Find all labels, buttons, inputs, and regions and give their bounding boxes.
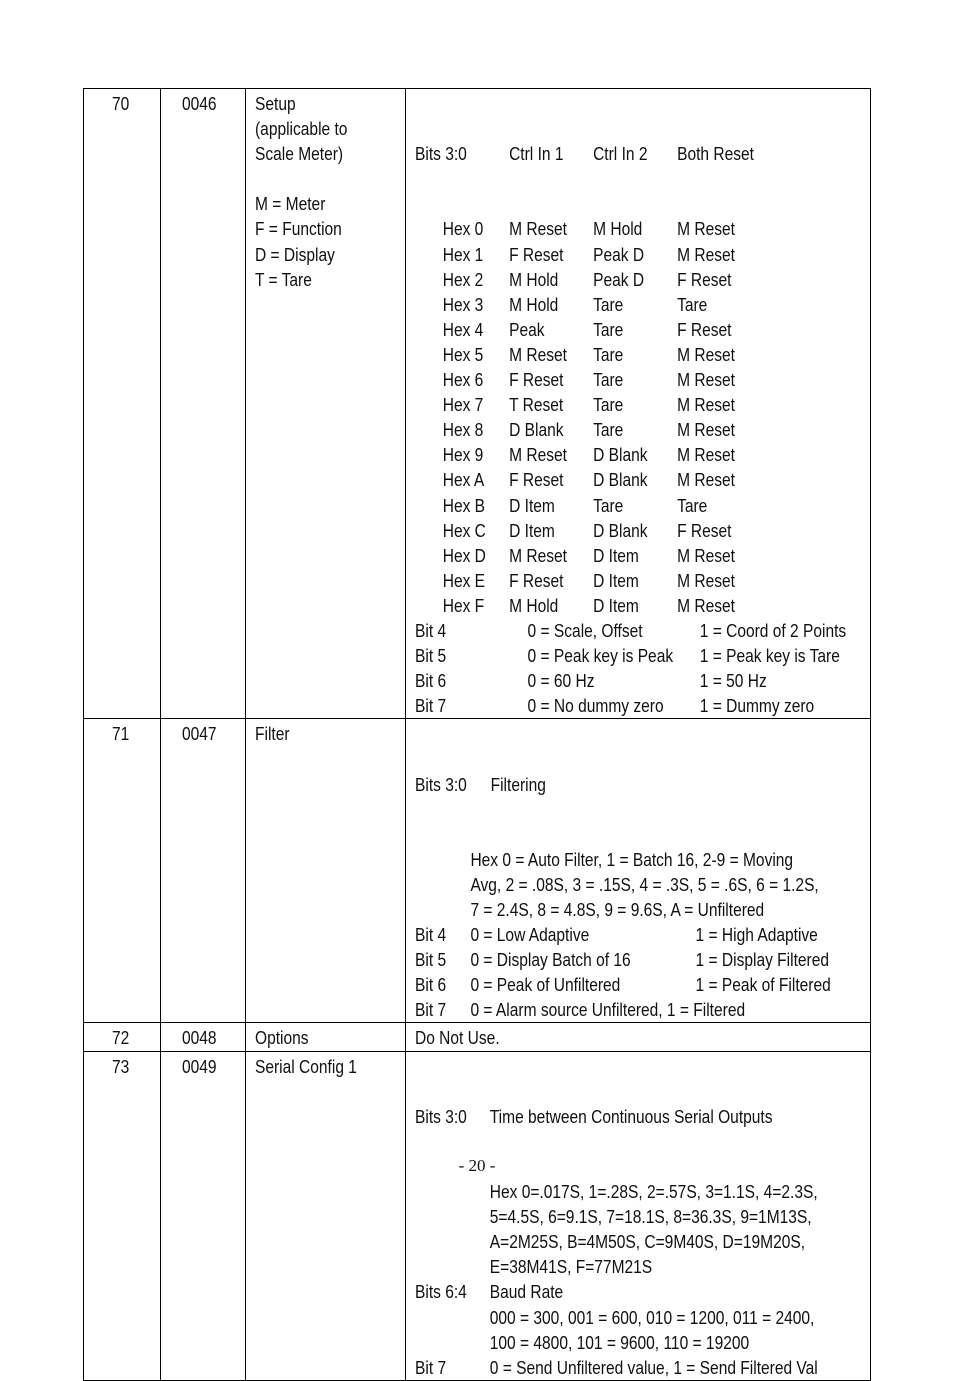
serial-config-description xyxy=(415,1054,818,1380)
hex-code: Hex 4 xyxy=(442,318,484,340)
ctrl-in-2-value: Tare xyxy=(593,369,624,391)
ctrl-in-1-value: M Hold xyxy=(509,293,559,315)
bit-key: Bit 5 xyxy=(415,949,447,971)
filter-bit-line xyxy=(415,972,831,997)
time-text-line: Hex 0=.017S, 1=.28S, 2=.57S, 3=1.1S, 4=2.3S, xyxy=(489,1181,818,1203)
hex-code: Hex 9 xyxy=(442,444,484,466)
hex-code: Hex 1 xyxy=(442,243,484,265)
decimal-address-cell: 70 xyxy=(84,89,161,719)
ctrl-in-2-value: D Blank xyxy=(593,444,648,466)
filter-text-line: 7 = 2.4S, 8 = 4.8S, 9 = 9.6S, A = Unfiltered xyxy=(470,899,765,920)
hex-address-cell: 0048 xyxy=(161,1023,246,1051)
ctrl-in-2-value: Tare xyxy=(593,318,624,340)
register-name-line xyxy=(255,166,347,191)
bit-option-0: 0 = Alarm source Unfiltered, 1 = Filtered xyxy=(470,999,746,1021)
register-name-line: (applicable to xyxy=(255,118,348,140)
options-description: Do Not Use. xyxy=(415,1027,500,1049)
bit-key: Bit 4 xyxy=(415,619,447,641)
ctrl-in-2-value: Tare xyxy=(593,343,624,365)
description-cell xyxy=(406,89,871,719)
filter-bit-line xyxy=(415,947,831,972)
hex-code: Hex 0 xyxy=(442,218,484,240)
bit-option-0: 0 = 60 Hz xyxy=(527,670,595,692)
ctrl-in-1-value: M Reset xyxy=(509,343,567,365)
hex-code xyxy=(415,593,443,618)
both-reset-value: M Reset xyxy=(677,243,735,265)
register-name xyxy=(255,91,347,292)
bit-option-0: 0 = Display Batch of 16 xyxy=(470,949,631,971)
setup-hex-line xyxy=(415,467,846,492)
bit-option-1: 1 = Coord of 2 Points xyxy=(699,619,847,641)
hex-code xyxy=(415,392,443,417)
hex-code xyxy=(415,442,443,467)
time-header-line xyxy=(415,1104,818,1129)
setup-hex-line xyxy=(415,568,846,593)
ctrl-in-2-value: Tare xyxy=(593,419,624,441)
baud-header-line xyxy=(415,1279,818,1304)
both-reset-value: Tare xyxy=(677,494,708,516)
register-name: Serial Config 1 xyxy=(255,1055,357,1077)
hex-code: Hex 6 xyxy=(442,369,484,391)
bit-key: Bit 5 xyxy=(415,645,447,667)
hex-address-cell: 0046 xyxy=(161,89,246,719)
ctrl-in-2-value: D Blank xyxy=(593,469,648,491)
hex-code xyxy=(415,342,443,367)
setup-header-line xyxy=(415,141,846,166)
description-cell xyxy=(406,1051,871,1380)
hex-code: Hex 3 xyxy=(442,293,484,315)
hex-code: Hex 8 xyxy=(442,419,484,441)
ctrl-in-1-value: D Item xyxy=(509,519,555,541)
setup-bit-line xyxy=(415,668,846,693)
time-label: Time between Continuous Serial Outputs xyxy=(489,1105,773,1127)
ctrl-in-2-value: D Blank xyxy=(593,519,648,541)
setup-hex-line xyxy=(415,518,846,543)
both-reset-value: M Reset xyxy=(677,343,735,365)
filter-text-line: Avg, 2 = .08S, 3 = .15S, 4 = .3S, 5 = .6S, 6 = 1.2S, xyxy=(470,873,819,895)
hex-code xyxy=(415,518,443,543)
setup-hex-line xyxy=(415,593,846,618)
hex-code xyxy=(415,216,443,241)
decimal-address-cell: 73 xyxy=(84,1051,161,1380)
ctrl-in-2-value: Peak D xyxy=(593,243,645,265)
register-name-line: Scale Meter) xyxy=(255,143,344,165)
register-name-line: M = Meter xyxy=(255,193,326,215)
bit-option-1: 1 = High Adaptive xyxy=(695,924,818,946)
register-name: Filter xyxy=(255,723,290,745)
setup-hex-line xyxy=(415,342,846,367)
bit-key: Bit 4 xyxy=(415,924,447,946)
ctrl-in-2-value: D Item xyxy=(593,594,639,616)
setup-hex-line xyxy=(415,392,846,417)
bit-option-0: 0 = Peak key is Peak xyxy=(527,645,674,667)
hex-code: Hex C xyxy=(442,519,486,541)
both-reset-value: M Reset xyxy=(677,218,735,240)
table-row xyxy=(84,1051,871,1380)
ctrl-in-2-value: Tare xyxy=(593,293,624,315)
both-reset-value: M Reset xyxy=(677,469,735,491)
both-reset-value: M Reset xyxy=(677,544,735,566)
hex-code xyxy=(415,467,443,492)
filter-bit-line xyxy=(415,922,831,947)
ctrl-in-1-value: T Reset xyxy=(509,394,564,416)
ctrl-in-1-value: M Hold xyxy=(509,594,559,616)
bit-key: Bit 6 xyxy=(415,974,447,996)
ctrl-in-1-value: F Reset xyxy=(509,469,564,491)
setup-hex-line xyxy=(415,543,846,568)
bit-option-0: 0 = Low Adaptive xyxy=(470,924,590,946)
setup-bit-line xyxy=(415,693,846,718)
setup-hex-line xyxy=(415,292,846,317)
bit-option-0: 0 = Scale, Offset xyxy=(527,619,643,641)
ctrl-in-1-value: F Reset xyxy=(509,569,564,591)
filter-bit-line xyxy=(415,997,831,1022)
bit-option-0: 0 = Peak of Unfiltered xyxy=(470,974,621,996)
ctrl-in-2-value: Peak D xyxy=(593,268,645,290)
bit-option-1: 1 = Display Filtered xyxy=(695,949,830,971)
both-reset-value: M Reset xyxy=(677,369,735,391)
hex-code xyxy=(415,317,443,342)
setup-hex-line xyxy=(415,367,846,392)
description-cell xyxy=(406,1023,871,1051)
ctrl-in-2-value: M Hold xyxy=(593,218,643,240)
ctrl-in-2-value: Tare xyxy=(593,394,624,416)
hex-code xyxy=(415,292,443,317)
hex-code xyxy=(415,543,443,568)
bit-key: Bit 6 xyxy=(415,670,447,692)
table-row xyxy=(84,89,871,719)
both-reset-value: M Reset xyxy=(677,419,735,441)
setup-hex-line xyxy=(415,493,846,518)
both-reset-value: M Reset xyxy=(677,569,735,591)
time-text-line: 5=4.5S, 6=9.1S, 7=18.1S, 8=36.3S, 9=1M13S, xyxy=(489,1206,812,1228)
bit-key: Bit 7 xyxy=(415,1356,447,1378)
both-reset-value: F Reset xyxy=(677,318,732,340)
hex-code: Hex D xyxy=(442,544,486,566)
setup-hex-line xyxy=(415,267,846,292)
page-number: - 20 - xyxy=(458,1156,496,1175)
filter-text-line: Hex 0 = Auto Filter, 1 = Batch 16, 2-9 = Moving xyxy=(470,848,794,870)
ctrl-in-1-value: D Blank xyxy=(509,419,564,441)
hex-code: Hex 5 xyxy=(442,343,484,365)
ctrl-in-2-value: Tare xyxy=(593,494,624,516)
bit-option-1: 1 = Dummy zero xyxy=(699,695,815,717)
ctrl-in-1-value: M Reset xyxy=(509,544,567,566)
both-reset-value: M Reset xyxy=(677,594,735,616)
register-name-cell xyxy=(246,719,406,1023)
both-reset-value: M Reset xyxy=(677,444,735,466)
hex-code: Hex A xyxy=(442,469,485,491)
ctrl-in-1-value: D Item xyxy=(509,494,555,516)
filter-header-line xyxy=(415,772,831,797)
register-name-cell xyxy=(246,1051,406,1380)
ctrl-in-2-value: D Item xyxy=(593,569,639,591)
hex-code xyxy=(415,267,443,292)
register-name: Options xyxy=(255,1027,309,1049)
time-text-line: A=2M25S, B=4M50S, C=9M40S, D=19M20S, xyxy=(489,1231,806,1253)
bits-label: Bits 3:0 xyxy=(415,1105,467,1127)
bit-key: Bit 7 xyxy=(415,999,447,1021)
bit-option-0: 0 = No dummy zero xyxy=(527,695,664,717)
setup-hex-line xyxy=(415,242,846,267)
bits-label: Bits 3:0 xyxy=(415,143,467,165)
register-name-line: F = Function xyxy=(255,218,342,240)
register-name-line: T = Tare xyxy=(255,268,312,290)
baud-text-line: 100 = 4800, 101 = 9600, 110 = 19200 xyxy=(489,1331,750,1353)
both-reset-value: M Reset xyxy=(677,394,735,416)
both-reset-value: F Reset xyxy=(677,268,732,290)
ctrl-in-1-value: M Hold xyxy=(509,268,559,290)
both-reset-header: Both Reset xyxy=(677,143,754,165)
bit-key: Bit 7 xyxy=(415,695,447,717)
setup-hex-line xyxy=(415,442,846,467)
ctrl-in-2-value: D Item xyxy=(593,544,639,566)
ctrl-in-1-value: F Reset xyxy=(509,243,564,265)
hex-code: Hex F xyxy=(442,594,485,616)
table-row xyxy=(84,719,871,1023)
table-row xyxy=(84,1023,871,1051)
bit-option-1: 1 = 50 Hz xyxy=(699,670,767,692)
setup-hex-line xyxy=(415,216,846,241)
baud-text-line: 000 = 300, 001 = 600, 010 = 1200, 011 = 2400, xyxy=(489,1306,815,1328)
filtering-label: Filtering xyxy=(490,773,546,795)
bit-option-1: 1 = Peak key is Tare xyxy=(699,645,840,667)
hex-code: Hex E xyxy=(442,569,486,591)
time-text-line: E=38M41S, F=77M21S xyxy=(489,1256,653,1278)
hex-code xyxy=(415,417,443,442)
decimal-address-cell: 72 xyxy=(84,1023,161,1051)
register-name-line: D = Display xyxy=(255,243,335,265)
ctrl-in-2-header: Ctrl In 2 xyxy=(593,143,648,165)
both-reset-value: F Reset xyxy=(677,519,732,541)
setup-hex-line xyxy=(415,417,846,442)
setup-bit-line xyxy=(415,618,846,643)
hex-code xyxy=(415,242,443,267)
hex-code: Hex 7 xyxy=(442,394,484,416)
register-name-cell xyxy=(246,89,406,719)
baud-label: Baud Rate xyxy=(489,1281,564,1303)
hex-address-cell: 0049 xyxy=(161,1051,246,1380)
both-reset-value: Tare xyxy=(677,293,708,315)
setup-bit-line xyxy=(415,643,846,668)
hex-code: Hex B xyxy=(442,494,486,516)
description-cell xyxy=(406,719,871,1023)
decimal-address-cell: 71 xyxy=(84,719,161,1023)
ctrl-in-1-value: M Reset xyxy=(509,444,567,466)
bits-label: Bits 6:4 xyxy=(415,1281,467,1303)
ctrl-in-1-value: M Reset xyxy=(509,218,567,240)
hex-code xyxy=(415,367,443,392)
hex-code xyxy=(415,493,443,518)
hex-code: Hex 2 xyxy=(442,268,484,290)
register-name-line: Setup xyxy=(255,93,296,114)
register-table xyxy=(83,88,871,1381)
hex-address-cell: 0047 xyxy=(161,719,246,1023)
ctrl-in-1-value: Peak xyxy=(509,318,545,340)
ctrl-in-1-header: Ctrl In 1 xyxy=(509,143,564,165)
hex-code xyxy=(415,568,443,593)
register-name-cell xyxy=(246,1023,406,1051)
bit7-line xyxy=(415,1355,818,1380)
bit-option-1: 1 = Peak of Filtered xyxy=(695,974,831,996)
filter-description xyxy=(415,721,831,1022)
ctrl-in-1-value: F Reset xyxy=(509,369,564,391)
setup-hex-line xyxy=(415,317,846,342)
bits-label: Bits 3:0 xyxy=(415,773,467,795)
bit7-text: 0 = Send Unfiltered value, 1 = Send Filtered Val xyxy=(489,1356,818,1378)
setup-description xyxy=(415,91,846,718)
